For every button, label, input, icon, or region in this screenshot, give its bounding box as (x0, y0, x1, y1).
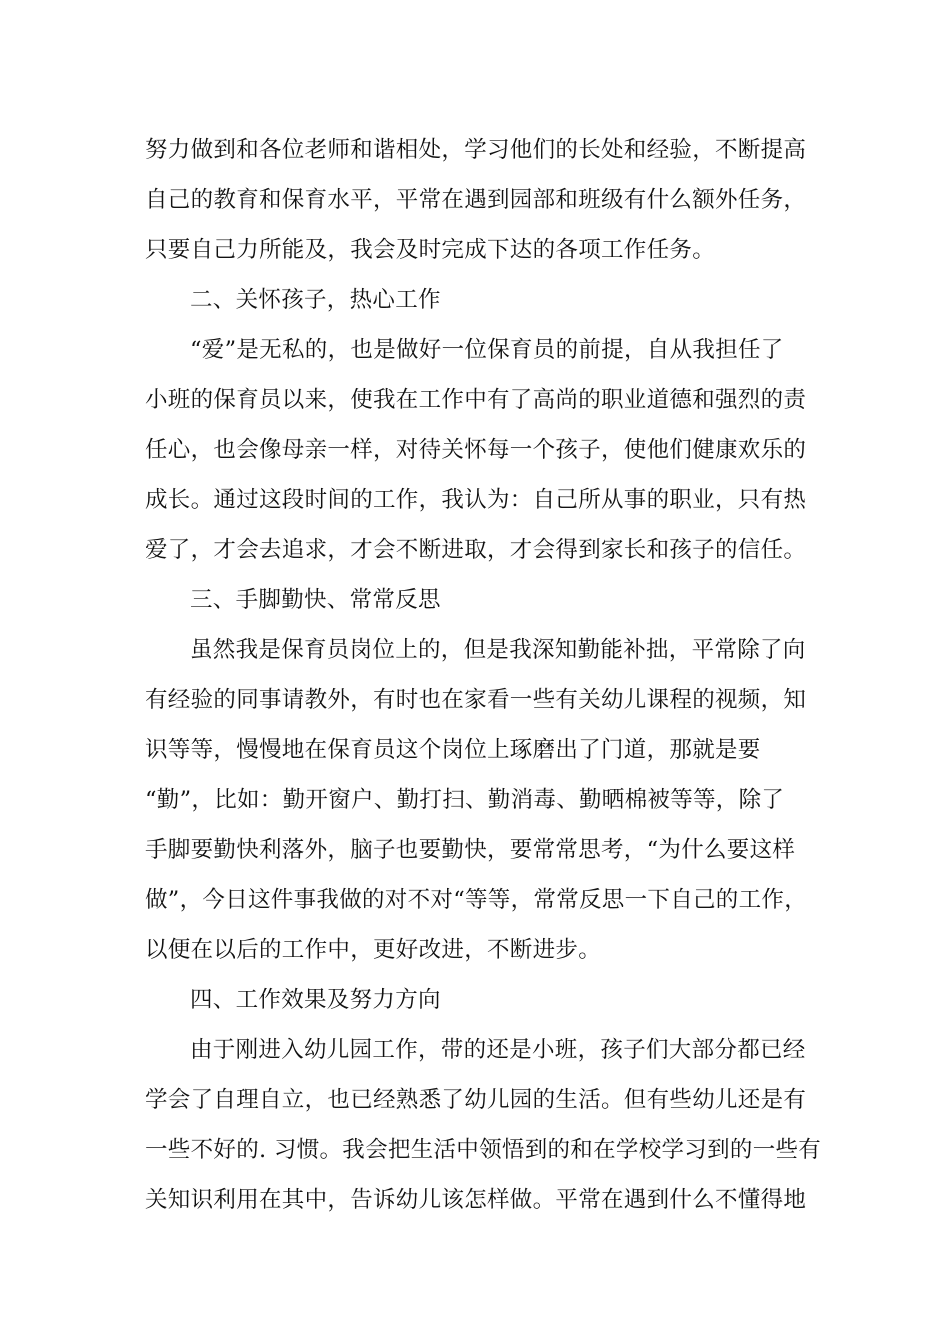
paragraph-line: 做”，今日这件事我做的对不对“等等，常常反思一下自己的工作， (145, 887, 808, 913)
paragraph-line: 以便在以后的工作中，更好改进，不断进步。 (145, 937, 602, 963)
section-heading: 二、关怀孩子，热心工作 (190, 287, 441, 313)
paragraph-line: 虽然我是保育员岗位上的，但是我深知勤能补拙，平常除了向 (190, 637, 806, 663)
paragraph-line: “勤”，比如：勤开窗户、勤打扫、勤消毒、勤晒棉被等等，除了 (145, 787, 785, 813)
paragraph-line: 任心，也会像母亲一样，对待关怀每一个孩子，使他们健康欢乐的 (145, 437, 807, 463)
section-heading: 四、工作效果及努力方向 (190, 987, 441, 1013)
paragraph-line: 爱了，才会去追求，才会不断进取，才会得到家长和孩子的信任。 (145, 537, 807, 563)
paragraph-line: 成长。通过这段时间的工作，我认为：自己所从事的职业，只有热 (145, 487, 807, 513)
section-heading: 三、手脚勤快、常常反思 (190, 587, 441, 613)
paragraph-line: 有经验的同事请教外，有时也在家看一些有关幼儿课程的视频，知 (145, 687, 807, 713)
paragraph-line: 小班的保育员以来，使我在工作中有了高尚的职业道德和强烈的责 (145, 387, 807, 413)
paragraph-line: 只要自己力所能及，我会及时完成下达的各项工作任务。 (145, 237, 716, 263)
paragraph-line: “爱”是无私的，也是做好一位保育员的前提，自从我担任了 (190, 337, 784, 363)
paragraph-line: 努力做到和各位老师和谐相处，学习他们的长处和经验，不断提高 (145, 137, 807, 163)
paragraph-line: 自己的教育和保育水平，平常在遇到园部和班级有什么额外任务， (145, 187, 807, 213)
paragraph-line: 一些不好的. 习惯。我会把生活中领悟到的和在学校学习到的一些有 (145, 1137, 822, 1163)
paragraph-line: 由于刚进入幼儿园工作，带的还是小班，孩子们大部分都已经 (190, 1037, 806, 1063)
paragraph-line: 关知识利用在其中，告诉幼儿该怎样做。平常在遇到什么不懂得地 (145, 1187, 807, 1213)
paragraph-line: 学会了自理自立，也已经熟悉了幼儿园的生活。但有些幼儿还是有 (145, 1087, 807, 1113)
paragraph-line: 识等等，慢慢地在保育员这个岗位上琢磨出了门道，那就是要 (145, 737, 761, 763)
paragraph-line: 手脚要勤快利落外，脑子也要勤快，要常常思考，“为什么要这样 (145, 837, 796, 863)
